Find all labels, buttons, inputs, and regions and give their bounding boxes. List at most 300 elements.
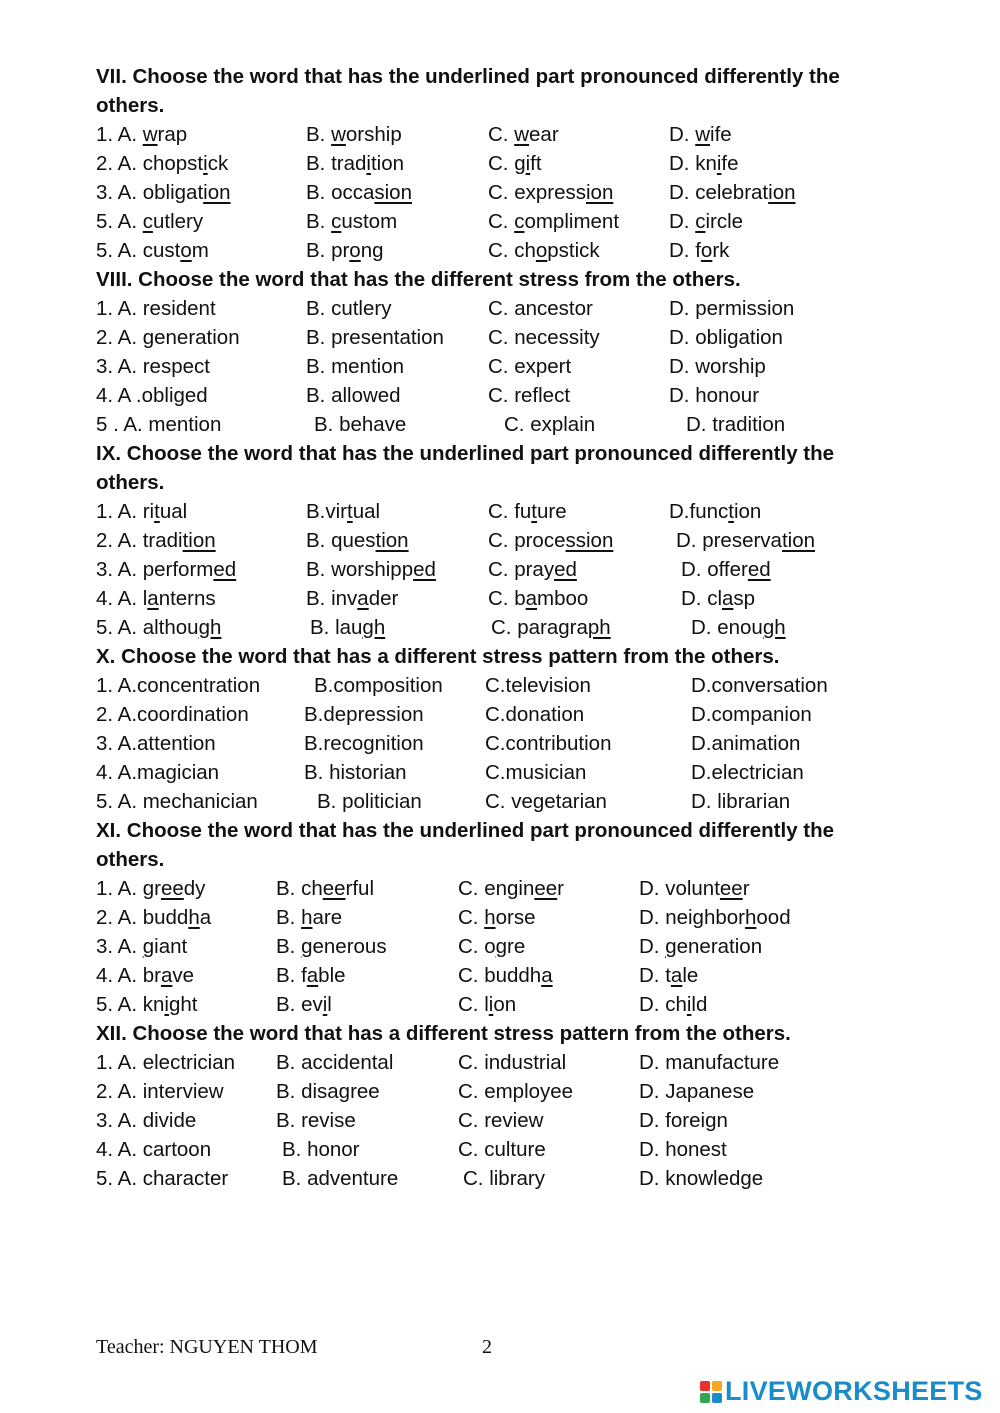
underlined-part: o — [349, 239, 361, 262]
question-row — [0, 120, 1000, 149]
option-text: B. lau — [310, 616, 363, 639]
answer-option — [639, 1135, 727, 1164]
underlined-part: ion — [203, 181, 231, 204]
underlined-part: i — [164, 993, 169, 1016]
option-text: C. buddh — [458, 964, 542, 987]
answer-option — [669, 381, 759, 410]
answer-option — [488, 149, 542, 178]
option-text: D. knowledge — [639, 1167, 764, 1190]
answer-option — [491, 613, 611, 642]
answer-option — [458, 903, 536, 932]
option-text: C. necessity — [488, 326, 600, 349]
option-text: B. ques — [306, 529, 376, 552]
underlined-part: tion — [182, 529, 216, 552]
option-text-rest: ood — [756, 906, 791, 929]
logo-square-red — [700, 1381, 710, 1391]
underlined-part: gh — [198, 616, 222, 639]
option-text: 3. A.attention — [96, 732, 216, 755]
option-text: C. industrial — [458, 1051, 567, 1074]
option-text-rest: nterns — [158, 587, 216, 610]
option-text: C. vegetarian — [485, 790, 607, 813]
underlined-part: ed — [413, 558, 436, 581]
option-text: 2. A. tradi — [96, 529, 183, 552]
option-text: D. volunt — [639, 877, 720, 900]
option-text-rest: ion — [733, 500, 762, 523]
answer-option — [458, 932, 525, 961]
underlined-part: i — [716, 152, 722, 175]
answer-option — [96, 294, 216, 323]
underlined-part: t — [531, 500, 537, 523]
answer-option — [691, 671, 828, 700]
answer-option — [96, 1164, 228, 1193]
underlined-part: c — [514, 210, 525, 233]
question-row — [0, 671, 1000, 700]
option-text-rest: ld — [691, 993, 708, 1016]
option-text-rest: ght — [168, 993, 198, 1016]
answer-option — [276, 961, 346, 990]
answer-option — [306, 584, 398, 613]
answer-option — [96, 381, 208, 410]
option-text: C. — [488, 123, 515, 146]
option-text: 5. A. character — [96, 1167, 229, 1190]
answer-option — [681, 584, 755, 613]
option-text: 4. A.magician — [96, 761, 220, 784]
option-text: 1. A. electrician — [96, 1051, 236, 1074]
option-text: D.companion — [691, 703, 812, 726]
option-text-rest: ve — [172, 964, 195, 987]
underlined-part: w — [331, 123, 346, 146]
option-text: D. f — [669, 239, 701, 262]
option-text-rest: ual — [159, 500, 188, 523]
option-text: 5. A. cust — [96, 239, 181, 262]
question-row — [0, 932, 1000, 961]
option-text: 3. A. — [96, 935, 143, 958]
underlined-part: i — [686, 993, 692, 1016]
option-text-rest: der — [368, 587, 399, 610]
underlined-part: g — [142, 935, 155, 958]
answer-option — [691, 700, 812, 729]
underlined-part: ee — [534, 877, 558, 900]
answer-option — [306, 236, 384, 265]
answer-option — [282, 1135, 360, 1164]
answer-option — [669, 178, 796, 207]
option-text: C. reflect — [488, 384, 571, 407]
option-text-rest: ustom — [341, 210, 398, 233]
option-text: 5. A. — [96, 210, 143, 233]
underlined-part: ee — [322, 877, 346, 900]
question-row — [0, 1077, 1000, 1106]
answer-option — [96, 1135, 211, 1164]
answer-option — [691, 758, 804, 787]
answer-option — [304, 700, 424, 729]
option-text-rest: ft — [530, 152, 542, 175]
option-text: 2. A. interview — [96, 1080, 224, 1103]
answer-option — [458, 961, 553, 990]
option-text: 2. A. chopst — [96, 152, 204, 175]
answer-option — [488, 584, 588, 613]
answer-option — [96, 787, 258, 816]
option-text: C. — [458, 906, 485, 929]
answer-option — [276, 1048, 393, 1077]
question-row — [0, 352, 1000, 381]
answer-option — [669, 149, 739, 178]
option-text: B. — [306, 123, 332, 146]
option-text: B. — [276, 906, 302, 929]
answer-option — [276, 932, 387, 961]
option-text: 2. A.coordination — [96, 703, 249, 726]
answer-option — [96, 236, 209, 265]
answer-option — [458, 874, 564, 903]
option-text: B.recognition — [304, 732, 424, 755]
option-text: 4. A. cartoon — [96, 1138, 212, 1161]
answer-option — [488, 236, 600, 265]
option-text: B.composition — [314, 674, 443, 697]
question-row — [0, 178, 1000, 207]
option-text: C.television — [485, 674, 591, 697]
answer-option — [96, 555, 236, 584]
answer-option — [691, 729, 800, 758]
question-row — [0, 526, 1000, 555]
option-text: D.animation — [691, 732, 801, 755]
answer-option — [485, 671, 591, 700]
option-text: C. expert — [488, 355, 572, 378]
option-text: B. behave — [314, 413, 407, 436]
option-text-rest: rk — [712, 239, 730, 262]
section-heading: XII. Choose the word that has a different stress pattern from the others. — [96, 1022, 791, 1045]
option-text: B. pr — [306, 239, 350, 262]
option-text-rest: pstick — [547, 239, 600, 262]
underlined-part: a — [306, 964, 319, 987]
answer-option — [96, 526, 216, 555]
option-text: 3. A. perform — [96, 558, 214, 581]
answer-option — [276, 990, 332, 1019]
option-text: C. pray — [488, 558, 555, 581]
answer-option — [458, 1106, 543, 1135]
answer-option — [488, 352, 571, 381]
footer-teacher: Teacher: NGUYEN THOM — [96, 1336, 318, 1358]
option-text: B. revise — [276, 1109, 356, 1132]
question-row — [0, 323, 1000, 352]
section-heading: IX. Choose the word that has the underlined part pronounced differently the — [96, 442, 835, 465]
option-text: D. Japanese — [639, 1080, 755, 1103]
underlined-part: a — [670, 964, 683, 987]
answer-option — [669, 236, 729, 265]
option-text: B. presentation — [306, 326, 444, 349]
answer-option — [317, 787, 422, 816]
answer-option — [669, 323, 783, 352]
option-text: C. ancestor — [488, 297, 593, 320]
answer-option — [96, 178, 231, 207]
underlined-part: h — [188, 906, 200, 929]
option-text: 3. A. obligat — [96, 181, 204, 204]
underlined-part: t — [728, 500, 734, 523]
option-text: D. permission — [669, 297, 795, 320]
answer-option — [306, 207, 397, 236]
underlined-part: ph — [587, 616, 611, 639]
option-text-rest: on — [493, 993, 517, 1016]
option-text-rest: le — [682, 964, 699, 987]
section-heading: VII. Choose the word that has the underlined part pronounced differently the — [96, 65, 840, 88]
option-text: 4. A. br — [96, 964, 161, 987]
underlined-part: a — [147, 587, 159, 610]
answer-option — [96, 671, 260, 700]
option-text: C. express — [488, 181, 586, 204]
section-heading: X. Choose the word that has a different stress pattern from the others. — [96, 645, 780, 668]
option-text: 2. A. generation — [96, 326, 240, 349]
underlined-part: a — [722, 587, 734, 610]
option-text: D. neighbor — [639, 906, 745, 929]
logo-icon — [700, 1381, 722, 1403]
question-row — [0, 903, 1000, 932]
answer-option — [306, 526, 409, 555]
question-row — [0, 874, 1000, 903]
option-text-rest: iant — [154, 935, 188, 958]
answer-option — [96, 497, 187, 526]
option-text-rest: fe — [721, 152, 739, 175]
option-text: 5. A. althou — [96, 616, 199, 639]
answer-option — [488, 120, 559, 149]
option-text-rest: tion — [370, 152, 405, 175]
option-text: 4. A .obliged — [96, 384, 208, 407]
option-text: 5 . A. mention — [96, 413, 222, 436]
option-text: B. occa — [306, 181, 375, 204]
section-heading: others. — [96, 471, 165, 494]
option-text-rest: dy — [183, 877, 206, 900]
option-text: D. manufacture — [639, 1051, 780, 1074]
answer-option — [96, 874, 205, 903]
answer-option — [96, 584, 216, 613]
option-text: C. g — [488, 152, 526, 175]
logo-text: LIVEWORKSHEETS — [725, 1376, 983, 1406]
answer-option — [306, 381, 401, 410]
answer-option — [306, 555, 436, 584]
answer-option — [488, 526, 613, 555]
option-text: D. librarian — [691, 790, 791, 813]
answer-option — [485, 700, 584, 729]
answer-option — [676, 526, 815, 555]
underlined-part: t — [347, 500, 353, 523]
option-text: B. politician — [317, 790, 422, 813]
option-text-rest: ompliment — [524, 210, 620, 233]
option-text: C. library — [463, 1167, 546, 1190]
answer-option — [639, 1077, 754, 1106]
option-text: B. f — [276, 964, 307, 987]
answer-option — [488, 178, 613, 207]
option-text: B. cutlery — [306, 297, 392, 320]
answer-option — [306, 294, 391, 323]
option-text-rest: ear — [529, 123, 559, 146]
question-row — [0, 555, 1000, 584]
question-row — [0, 961, 1000, 990]
question-row — [0, 1048, 1000, 1077]
underlined-part: a — [357, 587, 369, 610]
answer-option — [639, 1164, 763, 1193]
option-text-rest: eneration — [676, 935, 763, 958]
option-text: B. mention — [306, 355, 404, 378]
option-text: C. l — [458, 993, 489, 1016]
answer-option — [485, 729, 611, 758]
question-row — [0, 613, 1000, 642]
answer-option — [276, 874, 374, 903]
question-row — [0, 584, 1000, 613]
question-row — [0, 236, 1000, 265]
underlined-part: h — [484, 906, 496, 929]
option-text-rest: ble — [318, 964, 346, 987]
option-text: D. — [669, 210, 696, 233]
option-text: 1. A. ri — [96, 500, 155, 523]
underlined-part: g — [301, 935, 313, 958]
option-text: C. paragra — [491, 616, 588, 639]
underlined-part: a — [541, 964, 553, 987]
answer-option — [463, 1164, 545, 1193]
option-text: C. o — [458, 935, 496, 958]
answer-option — [306, 352, 404, 381]
underlined-part: g — [495, 935, 508, 958]
answer-option — [686, 410, 785, 439]
answer-option — [306, 497, 380, 526]
option-text: 2. A. budd — [96, 906, 189, 929]
question-row — [0, 381, 1000, 410]
option-text: D. — [669, 123, 696, 146]
answer-option — [306, 120, 402, 149]
option-text: 1. A. resident — [96, 297, 216, 320]
answer-option — [96, 700, 249, 729]
option-text: D.func — [669, 500, 729, 523]
option-text-rest: l — [327, 993, 332, 1016]
answer-option — [304, 758, 407, 787]
question-row — [0, 207, 1000, 236]
option-text-rest: a — [199, 906, 212, 929]
answer-option — [96, 1106, 196, 1135]
underlined-part: c — [695, 210, 706, 233]
answer-option — [458, 1048, 566, 1077]
option-text: D. obligation — [669, 326, 783, 349]
underlined-part: i — [488, 993, 494, 1016]
underlined-part: tion — [375, 529, 409, 552]
underlined-part: c — [142, 210, 153, 233]
question-row — [0, 758, 1000, 787]
answer-option — [96, 990, 197, 1019]
question-row — [0, 787, 1000, 816]
answer-option — [488, 323, 600, 352]
option-text-rest: ck — [207, 152, 229, 175]
underlined-part: ed — [554, 558, 577, 581]
option-text-rest: r — [557, 877, 564, 900]
answer-option — [306, 323, 444, 352]
answer-option — [276, 1106, 356, 1135]
option-text: B. worshipp — [306, 558, 414, 581]
answer-option — [485, 758, 586, 787]
answer-option — [96, 961, 194, 990]
question-row — [0, 1164, 1000, 1193]
answer-option — [310, 613, 385, 642]
option-text-rest: rful — [345, 877, 375, 900]
option-text-rest: mboo — [537, 587, 589, 610]
question-row — [0, 410, 1000, 439]
option-text-rest: rap — [157, 123, 188, 146]
option-text: C.donation — [485, 703, 585, 726]
option-text: D. tradition — [686, 413, 786, 436]
answer-option — [458, 1077, 573, 1106]
answer-option — [458, 990, 516, 1019]
option-text-rest: ife — [710, 123, 732, 146]
answer-option — [304, 729, 424, 758]
underlined-part: o — [700, 239, 713, 262]
answer-option — [96, 758, 219, 787]
option-text: 1. A.concentration — [96, 674, 261, 697]
option-text: C.musician — [485, 761, 587, 784]
underlined-part: ed — [213, 558, 237, 581]
logo-square-blue — [712, 1393, 722, 1403]
question-row — [0, 294, 1000, 323]
answer-option — [96, 903, 211, 932]
option-text: C. engin — [458, 877, 535, 900]
option-text: D. preserva — [676, 529, 782, 552]
option-text-rest: utlery — [152, 210, 204, 233]
option-text: C. proce — [488, 529, 566, 552]
answer-option — [306, 149, 404, 178]
answer-option — [669, 120, 732, 149]
answer-option — [96, 323, 240, 352]
answer-option — [639, 1106, 728, 1135]
answer-option — [639, 961, 698, 990]
underlined-part: sion — [374, 181, 412, 204]
section-heading: others. — [96, 94, 165, 117]
section-heading: VIII. Choose the word that has the different stress from the others. — [96, 268, 741, 291]
option-text: B. — [306, 210, 332, 233]
option-text: B. ch — [276, 877, 323, 900]
underlined-part: i — [322, 993, 328, 1016]
option-text-rest: ual — [352, 500, 381, 523]
answer-option — [488, 381, 570, 410]
answer-option — [96, 410, 221, 439]
underlined-part: ee — [160, 877, 184, 900]
option-text: 4. A. l — [96, 587, 148, 610]
answer-option — [276, 1077, 380, 1106]
answer-option — [96, 120, 187, 149]
answer-option — [314, 671, 443, 700]
option-text: C. explain — [504, 413, 596, 436]
option-text: C.contribution — [485, 732, 612, 755]
option-text: D. foreign — [639, 1109, 728, 1132]
question-row — [0, 1135, 1000, 1164]
option-text-rest: are — [312, 906, 343, 929]
option-text: B. historian — [304, 761, 407, 784]
underlined-part: w — [514, 123, 530, 146]
underlined-part: a — [525, 587, 538, 610]
underlined-part: ion — [768, 181, 796, 204]
underlined-part: i — [366, 152, 371, 175]
option-text-rest: re — [507, 935, 526, 958]
section-heading: others. — [96, 848, 165, 871]
answer-option — [96, 1077, 224, 1106]
option-text: B. disagree — [276, 1080, 380, 1103]
option-text-rest: r — [742, 877, 750, 900]
answer-option — [669, 497, 761, 526]
answer-option — [96, 613, 221, 642]
option-text-rest: ircle — [705, 210, 744, 233]
underlined-part: c — [331, 210, 342, 233]
answer-option — [488, 294, 593, 323]
answer-option — [691, 613, 786, 642]
option-text: B. accidental — [276, 1051, 394, 1074]
section-heading: XI. Choose the word that has the underlined part pronounced differently the — [96, 819, 835, 842]
underlined-part: g — [665, 935, 677, 958]
option-text: D. enou — [691, 616, 763, 639]
answer-option — [681, 555, 771, 584]
option-text: C. culture — [458, 1138, 546, 1161]
option-text: D.electrician — [691, 761, 804, 784]
